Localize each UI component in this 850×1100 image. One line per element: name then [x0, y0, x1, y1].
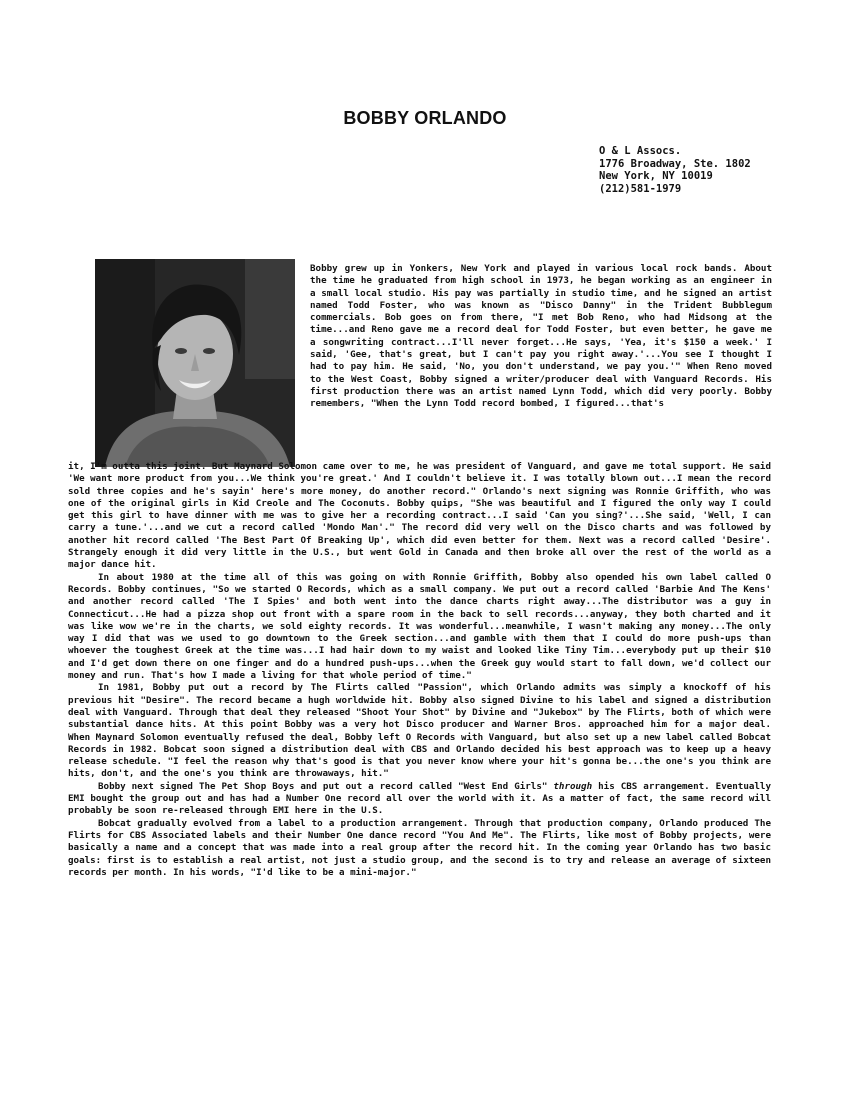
bio-paragraph-pet-shop-boys: [68, 781, 771, 818]
contact-street: 1776 Broadway, Ste. 1802: [599, 157, 751, 170]
bio-p4-italic: through: [553, 780, 593, 792]
bio-paragraph-continued: it, I'm outta this joint. But Maynard Solomon came over to me, he was president of Vanguard, and gave me total support. He said 'We want more product from you...We think you're great.' And I couldn't believe it. I was totally blown out...I mean the record sold three copies and he's sayin' here's more money, do another record." Orlando's next signing was Ronnie Griffith, who was one of the original girls in Kid Creole and The Coconuts. Bobby quips, "She was beautiful and I figured the only way I could get this girl to have dinner with me was to give her a recording contract...I said 'Can you sing?'...She said, 'Well, I can carry a tune.'...and we cut a record called 'Mondo Man'." The record did very well on the Disco charts and was followed by another hit record called 'The Best Part Of Breaking Up', which did even better for them. Next was a record called 'Desire'. Strangely enough it did very little in the U.S., but went Gold in Canada and then broke all over the rest of the world as a major dance hit.: [68, 461, 771, 571]
page-title: BOBBY ORLANDO: [343, 108, 507, 128]
portrait-illustration: [95, 259, 295, 467]
contact-phone: (212)581-1979: [599, 182, 682, 195]
contact-city: New York, NY 10019: [599, 170, 713, 183]
bio-p4-text-a: Bobby next signed The Pet Shop Boys and put out a record called "West End Girls": [98, 780, 548, 792]
bio-paragraph-bobcat: Bobcat gradually evolved from a label to a production arrangement. Through that production company, Orlando produced The Flirts for CBS Associated labels and their Number One dance record "You And Me". The Flirts, like most of Bobby projects, were basically a name and a concept that was made into a real group after the record hit. In the coming year Orlando has two basic goals: first is to establish a real artist, not just a studio group, and the second is to try and release an average of sixteen records per month. In his words, "I'd like to be a mini-major.": [68, 817, 771, 878]
contact-company: O & L Assocs.: [599, 145, 682, 157]
bio-paragraph-flirts: In 1981, Bobby put out a record by The Flirts called "Passion", which Orlando admits was simply a knockoff of his previous hit "Desire". The record became a hugh worldwide hit. Bobby also signed Divine to his label and signed a distribution deal with Vanguard. Through that deal they released "Shoot Your Shot" by Divine and "Jukebox" by The Flirts, both of which were substantial dance hits. At this point Bobby was a very hot Disco producer and Warner Bros. approached him for a major deal. When Maynard Solomon eventually refused the deal, Bobby left O Records with Vanguard, but also set up a new label called Bobcat Records in 1982. Bobcat soon signed a distribution deal with CBS and Orlando decided his best approach was to keep up a heavy release schedule. "I feel the reason why that's good is that you never know where your hit's gonna be...the one's you think are hits, don't, and the one's you think are throwaways, hit.": [68, 682, 771, 780]
bio-main-column: [68, 461, 771, 879]
portrait-photo: [95, 259, 295, 467]
bio-intro-column: [310, 263, 772, 411]
contact-block: [599, 145, 751, 195]
bio-paragraph-intro: Bobby grew up in Yonkers, New York and played in various local rock bands. About the time he graduated from high school in 1973, he began working as an engineer in a small local studio. His pay was partially in studio time, and he signed an artist named Todd Foster, who was known as "Disco Danny" in the Trident Bubblegum commercials. Bob goes on from there, "I met Bob Reno, who had Midsong at the time...and Reno gave me a record deal for Todd Foster, but even better, he gave me a songwriting contract...I'll never forget...He says, 'Yea, it's $150 a week.' I said, 'Gee, that's great, but I can't pay you right away.'...You see I thought I had to pay him. He said, 'No, you don't understand, we pay you.'" When Reno moved to the West Coast, Bobby signed a writer/producer deal with Vanguard Records. His first production there was an artist named Lynn Todd, which did very poorly. Bobby remembers, "When the Lynn Todd record bombed, I figured...that's: [310, 263, 772, 410]
bio-paragraph-o-records: In about 1980 at the time all of this was going on with Ronnie Griffith, Bobby also opended his own label called O Records. Bobby continues, "So we started O Records, which as a small company. We put out a record called 'Barbie And The Kens' and another record called 'The I Spies' and both went into the dance charts right away...The distributor was a guy in Connecticut...He had a pizza shop out front with a spare room in the back to sell records...anyway, they both charted and it was like wow we're in the charts, we sold eighty records. It was wonderful...meanwhile, I wasn't making any money...The only way I did that was we used to go downtown to the Greek section...and gamble with them that I could do more push-ups than whoever the toughest Greek at the time was...I had hair down to my waist and looked like Tiny Tim...everybody put up their $10 and I'd get down there on one finger and do a hundred push-ups...when the Greek guy would start to fall down, we'd collect our money and run. That's how I made a living for that whole period of time.": [68, 571, 771, 682]
bio-p4-text-c: his CBS arrangement. Eventually EMI bought the group out and has had a Number One record all over the world with it. As a matter of fact, the same record will probably be soon re-released through EMI here in the U.S.: [68, 780, 771, 817]
